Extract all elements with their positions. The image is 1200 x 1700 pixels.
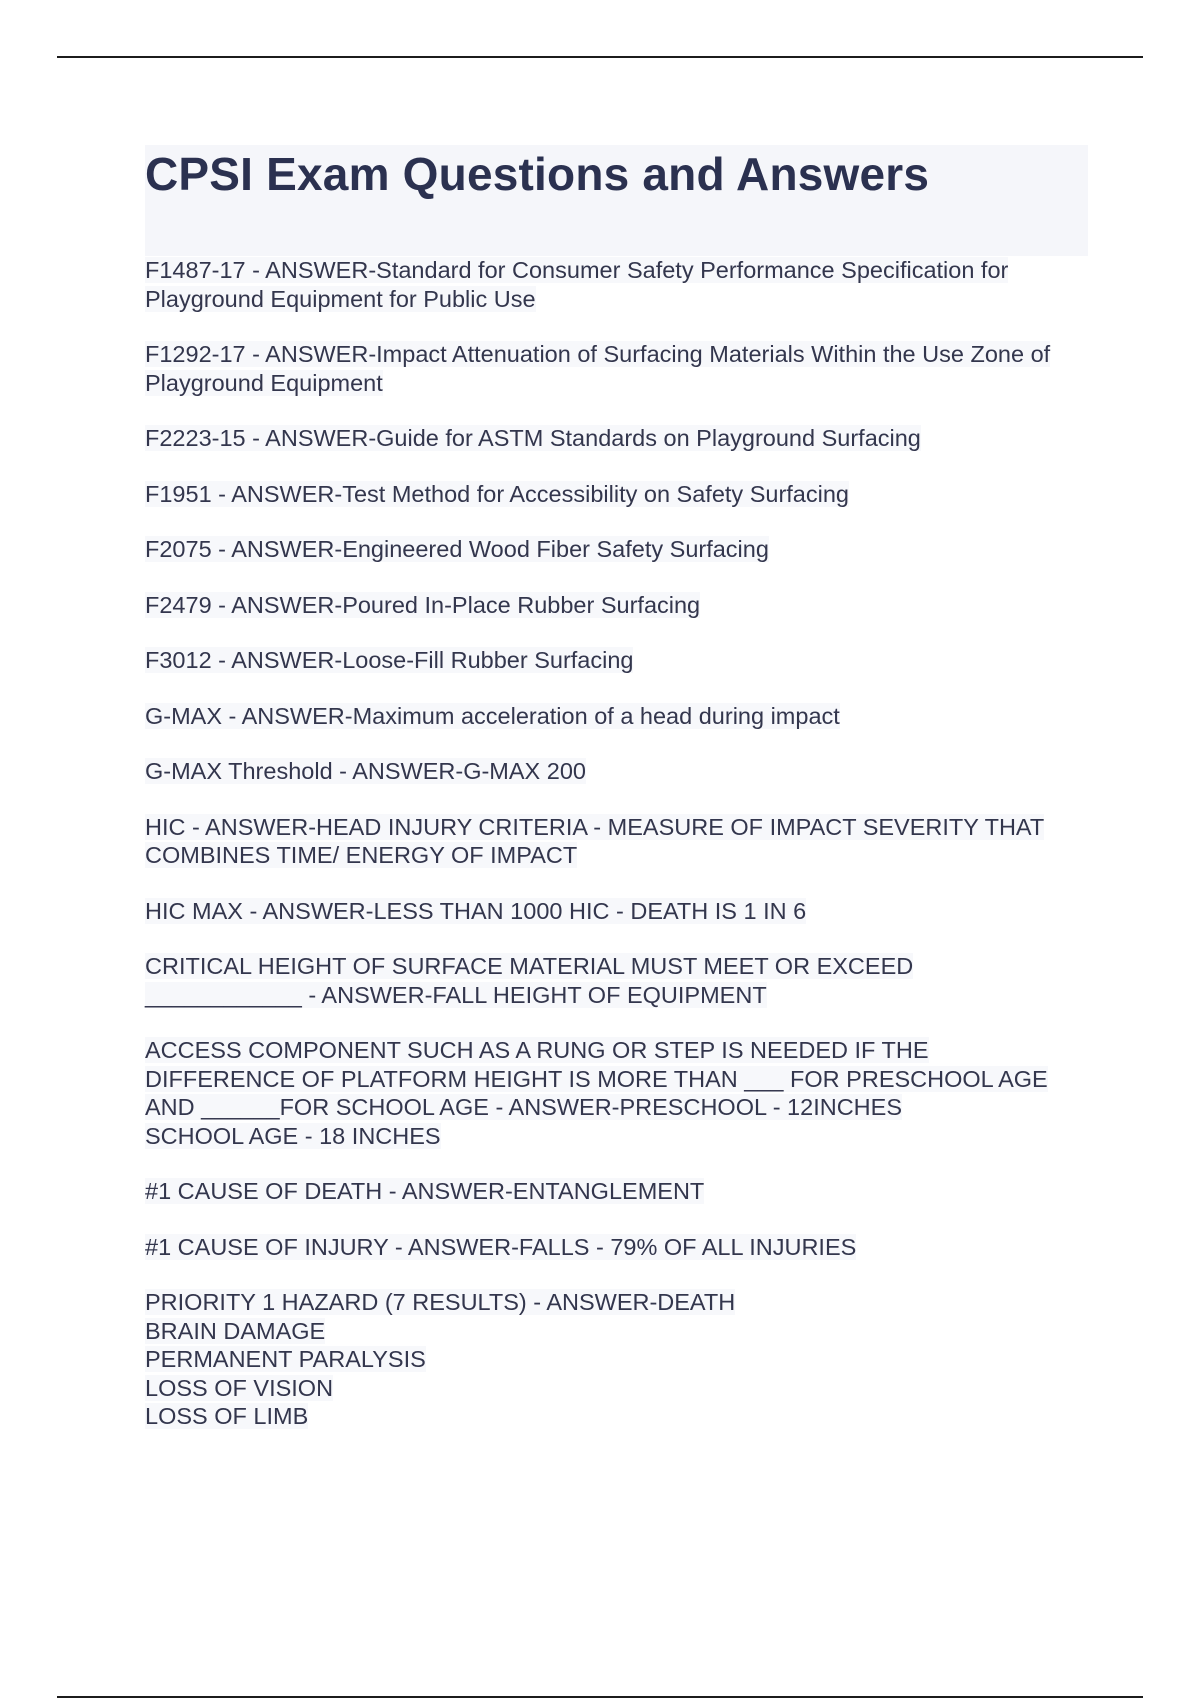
qa-text: G-MAX Threshold - ANSWER-G-MAX 200	[145, 758, 586, 784]
qa-text: HIC - ANSWER-HEAD INJURY CRITERIA - MEASURE OF IMPACT SEVERITY THAT COMBINES TIME/ ENERGY OF IMPACT	[145, 813, 1045, 868]
qa-text: F1292-17 - ANSWER-Impact Attenuation of Surfacing Materials Within the Use Zone of Playground Equipment	[145, 341, 1051, 396]
qa-text: #1 CAUSE OF INJURY - ANSWER-FALLS - 79% OF ALL INJURIES	[145, 1233, 857, 1260]
qa-text: #1 CAUSE OF DEATH - ANSWER-ENTANGLEMENT	[145, 1178, 705, 1204]
qa-text: F1487-17 - ANSWER-Standard for Consumer Safety Performance Specification for Playground Equipment for Public Use	[145, 257, 1009, 312]
qa-item	[145, 702, 1090, 731]
document-title: CPSI Exam Questions and Answers	[145, 148, 930, 200]
qa-list	[145, 256, 1090, 1458]
qa-item	[145, 1036, 1090, 1150]
qa-item	[145, 813, 1090, 870]
qa-text: ACCESS COMPONENT SUCH AS A RUNG OR STEP IS NEEDED IF THE DIFFERENCE OF PLATFORM HEIGHT IS MORE THAN ___ FOR PRESCHOOL AGE AND ______FOR SCHOOL AGE - ANSWER-PRESCHOOL - 12INCHES SCHOOL AGE - 18 INCHES	[145, 1037, 1048, 1149]
qa-item	[145, 256, 1090, 313]
qa-text: CRITICAL HEIGHT OF SURFACE MATERIAL MUST MEET OR EXCEED ____________ - ANSWER-FALL HEIGHT OF EQUIPMENT	[145, 953, 914, 1008]
qa-text: F3012 - ANSWER-Loose-Fill Rubber Surfacing	[145, 647, 634, 673]
qa-item	[145, 1233, 1090, 1262]
qa-item	[145, 1177, 1090, 1206]
qa-item	[145, 480, 1090, 509]
qa-text: HIC MAX - ANSWER-LESS THAN 1000 HIC - DEATH IS 1 IN 6	[145, 897, 807, 924]
qa-text: PRIORITY 1 HAZARD (7 RESULTS) - ANSWER-DEATH BRAIN DAMAGE PERMANENT PARALYSIS LOSS OF VISION LOSS OF LIMB	[145, 1289, 736, 1429]
qa-item	[145, 646, 1090, 675]
qa-item	[145, 424, 1090, 453]
qa-item	[145, 952, 1090, 1009]
qa-item	[145, 757, 1090, 786]
qa-text: F1951 - ANSWER-Test Method for Accessibility on Safety Surfacing	[145, 480, 849, 507]
qa-item	[145, 340, 1090, 397]
qa-text: G-MAX - ANSWER-Maximum acceleration of a head during impact	[145, 702, 840, 729]
qa-item	[145, 897, 1090, 926]
top-divider	[57, 56, 1143, 58]
qa-item	[145, 591, 1090, 620]
qa-item	[145, 535, 1090, 564]
bottom-divider	[57, 1696, 1143, 1698]
qa-text: F2479 - ANSWER-Poured In-Place Rubber Surfacing	[145, 591, 701, 618]
qa-item	[145, 1288, 1090, 1431]
qa-text: F2075 - ANSWER-Engineered Wood Fiber Safety Surfacing	[145, 536, 769, 562]
qa-text: F2223-15 - ANSWER-Guide for ASTM Standards on Playground Surfacing	[145, 425, 921, 451]
